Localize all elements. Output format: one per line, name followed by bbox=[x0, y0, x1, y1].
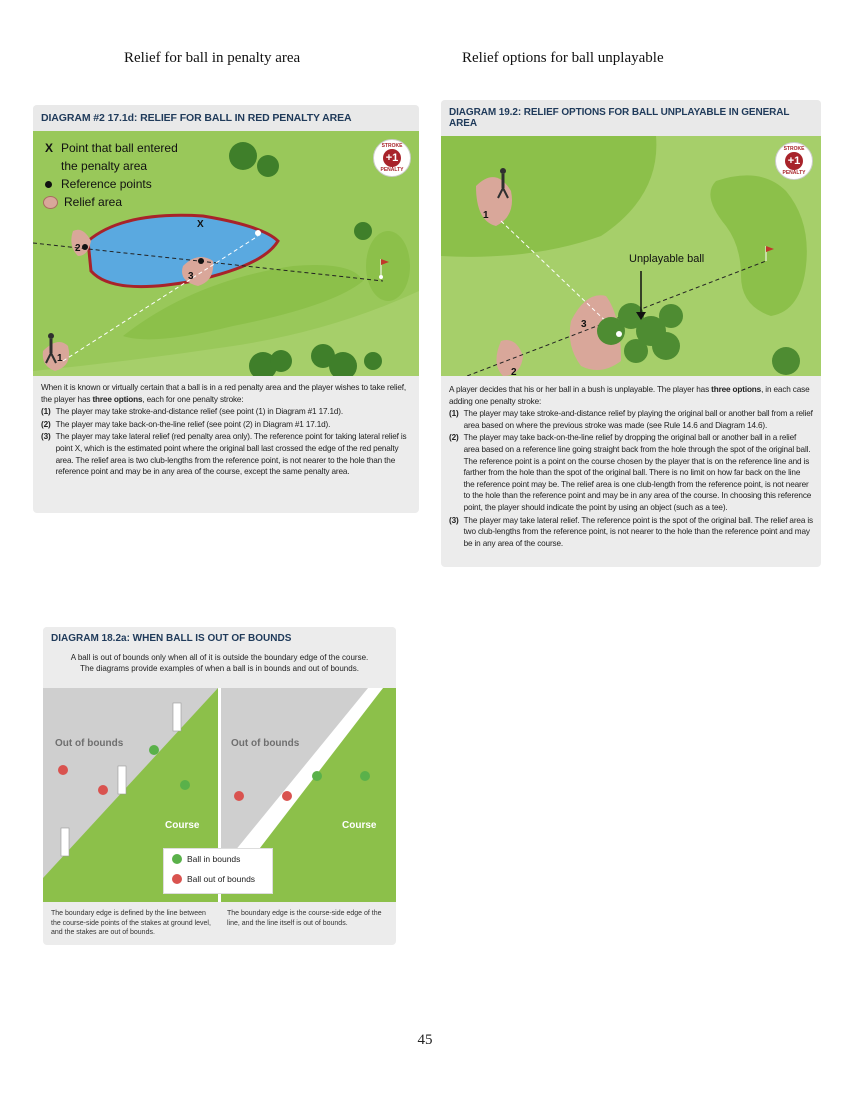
diagram-description bbox=[441, 376, 821, 549]
legend-in-label: Ball in bounds bbox=[187, 854, 241, 864]
left-course-label: Course bbox=[165, 820, 200, 831]
badge-value: +1 bbox=[383, 149, 401, 167]
badge-top: STROKE bbox=[381, 143, 403, 149]
diagram-illustration bbox=[33, 131, 419, 376]
option-3 bbox=[449, 515, 813, 550]
legend-ref bbox=[43, 175, 178, 193]
oob-intro-1: A ball is out of bounds only when all of it is outside the boundary edge of the course. bbox=[70, 653, 369, 662]
marker-1: 1 bbox=[57, 353, 63, 364]
diagram-description bbox=[33, 376, 419, 478]
diagram-penalty-area bbox=[33, 105, 419, 513]
legend-x-label: Point that ball entered bbox=[61, 141, 178, 155]
diagram-illustration bbox=[441, 136, 821, 376]
oob-intro-2: The diagrams provide examples of when a ball is in bounds and out of bounds. bbox=[80, 664, 359, 673]
option-num: (2) bbox=[41, 419, 51, 429]
marker-x: X bbox=[197, 219, 204, 230]
option-text: The player may take lateral relief. The reference point is the spot of the original ball. The relief area is two club-lengths from the reference point, is not nearer to the hole than the reference point and may be in any area of the course. bbox=[463, 515, 813, 548]
reference-dot-icon bbox=[45, 181, 52, 188]
option-num: (1) bbox=[41, 407, 51, 417]
right-course-label: Course bbox=[342, 820, 377, 831]
caption-unplayable: Relief options for ball unplayable bbox=[462, 50, 664, 66]
diagram-unplayable bbox=[441, 100, 821, 567]
x-symbol: X bbox=[44, 141, 53, 155]
diagram-title: DIAGRAM #2 17.1d: RELIEF FOR BALL IN RED PENALTY AREA bbox=[33, 105, 419, 131]
intro-pre: When it is known or virtually certain that a ball is in a red penalty area and the player wishes to take relief, the player has bbox=[41, 383, 407, 404]
foot-left: The boundary edge is defined by the line between the course-side points of the stakes at ground level, and the stakes are out of bounds. bbox=[51, 910, 211, 936]
intro-text bbox=[41, 382, 411, 405]
option-1 bbox=[41, 406, 411, 418]
foot-right: The boundary edge is the course-side edge of the line, and the line itself is out of bounds. bbox=[227, 910, 382, 927]
option-2 bbox=[449, 432, 813, 513]
legend-ref-label: Reference points bbox=[61, 177, 152, 191]
legend bbox=[43, 139, 178, 211]
legend-out-label: Ball out of bounds bbox=[187, 874, 256, 884]
intro-bold: three options bbox=[711, 385, 762, 394]
unplayable-ball-label: Unplayable ball bbox=[629, 253, 705, 265]
legend-relief-label: Relief area bbox=[64, 195, 123, 209]
stroke-penalty-badge bbox=[775, 142, 813, 180]
diagram-out-of-bounds bbox=[43, 627, 396, 945]
intro-bold: three options bbox=[92, 394, 143, 404]
oob-legend bbox=[163, 848, 273, 894]
marker-2: 2 bbox=[75, 243, 81, 254]
badge-bottom: PENALTY bbox=[380, 167, 404, 173]
badge-top: STROKE bbox=[783, 146, 805, 152]
legend-out bbox=[164, 869, 272, 889]
legend-x bbox=[43, 139, 178, 157]
option-text: The player may take back-on-the-line relief by dropping the original ball or another ball in a relief area based on a reference line going straight back from the hole through the spot of the original ball. The reference point is a point on the course chosen by the player that is on the reference line and is farther from the hole than the spot of the original ball. There is no limit on how far back on the line the reference point may be. The relief area is one club-length from the reference point, is not nearer to the hole than the reference point and may be in any area of the course. In choosing this reference point, the player should indicate the point by using an object (such as a tee). bbox=[463, 433, 812, 512]
marker-3: 3 bbox=[188, 271, 194, 282]
badge-bottom: PENALTY bbox=[782, 170, 806, 176]
left-oob-label: Out of bounds bbox=[55, 738, 124, 749]
legend-in bbox=[164, 849, 272, 869]
badge-value: +1 bbox=[785, 152, 803, 170]
marker-2: 2 bbox=[511, 367, 517, 376]
legend-x-label-2: the penalty area bbox=[61, 159, 148, 173]
legend-relief bbox=[43, 193, 178, 211]
diagram-title: DIAGRAM 19.2: RELIEF OPTIONS FOR BALL UNPLAYABLE IN GENERAL AREA bbox=[441, 100, 821, 136]
option-num: (1) bbox=[449, 409, 459, 419]
option-2 bbox=[41, 419, 411, 431]
oob-illustration bbox=[43, 688, 396, 902]
check-icon bbox=[172, 854, 182, 864]
option-1 bbox=[449, 408, 813, 431]
option-num: (3) bbox=[449, 515, 459, 525]
intro-text bbox=[449, 384, 813, 407]
option-3 bbox=[41, 431, 411, 477]
option-text: The player may take back-on-the-line relief (see point (2) in Diagram #1 17.1d). bbox=[55, 419, 331, 429]
legend-x-2 bbox=[43, 157, 178, 175]
intro-post: , each for one penalty stroke: bbox=[142, 394, 244, 404]
marker-1: 1 bbox=[483, 210, 489, 221]
option-text: The player may take lateral relief (red penalty area only). The reference point for taking lateral relief is point X, which is the estimated point where the original ball last crossed the edge of the red penalty area. The relief area is two club-lengths from the reference point, is not nearer to the hole than the reference point and may be in any area of the course, except the same penalty area. bbox=[55, 432, 407, 477]
relief-area-icon bbox=[43, 196, 58, 209]
intro-pre: A player decides that his or her ball in a bush is unplayable. The player has bbox=[449, 385, 712, 394]
caption-penalty-area: Relief for ball in penalty area bbox=[124, 50, 301, 66]
stroke-penalty-badge bbox=[373, 139, 411, 177]
option-text: The player may take stroke-and-distance relief by playing the original ball or another ball from a relief area based on where the previous stroke was made (see Rule 14.6 and Diagram 14.6). bbox=[463, 409, 813, 430]
right-oob-label: Out of bounds bbox=[231, 738, 300, 749]
cross-icon bbox=[172, 874, 182, 884]
diagram-title: DIAGRAM 18.2a: WHEN BALL IS OUT OF BOUNDS bbox=[43, 627, 396, 650]
intro-post: , in each case adding one penalty stroke: bbox=[449, 385, 810, 406]
option-text: The player may take stroke-and-distance relief (see point (1) in Diagram #1 17.1d). bbox=[55, 407, 344, 417]
option-num: (3) bbox=[41, 432, 51, 442]
marker-3: 3 bbox=[581, 319, 587, 330]
option-num: (2) bbox=[449, 433, 459, 443]
page-number: 45 bbox=[417, 1032, 433, 1048]
